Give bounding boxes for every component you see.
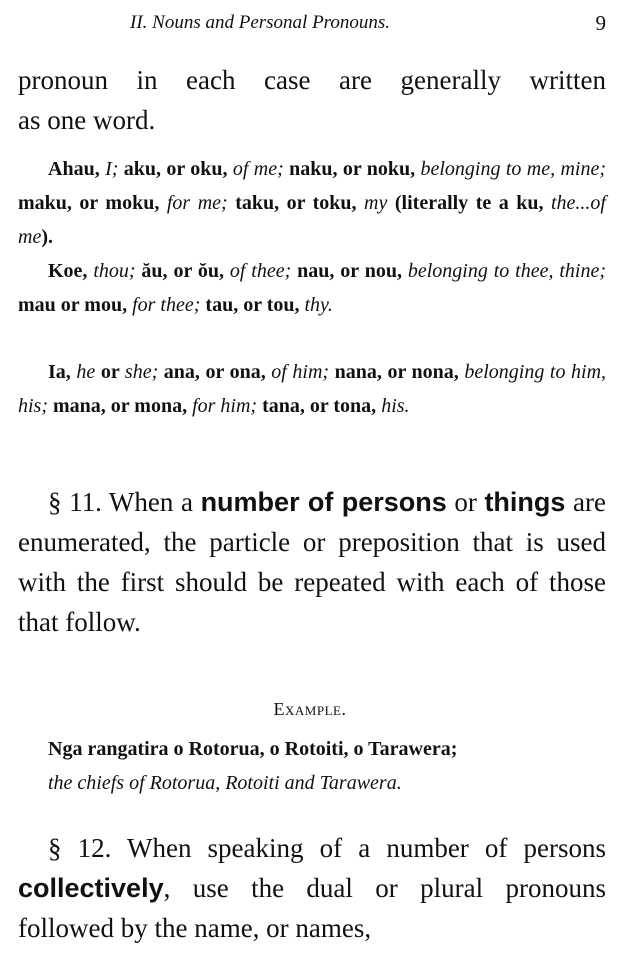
- text-run: naku, or noku,: [283, 158, 421, 180]
- pronoun-block-first-person: [18, 152, 606, 254]
- intro-line-1: pronoun in each case are generally written: [18, 65, 606, 95]
- section-11-paragraph: [18, 482, 606, 642]
- text-run: Ahau,: [48, 158, 106, 180]
- text-run: the...of me: [18, 192, 606, 248]
- text-run: nau, or nou,: [291, 260, 408, 282]
- chapter-title: II. Nouns and Personal Pronouns.: [130, 12, 391, 33]
- text-run: mana, or mona,: [48, 395, 193, 417]
- text-run: for me;: [166, 192, 228, 214]
- text-run: taku, or toku,: [227, 192, 365, 214]
- text-run: for thee;: [132, 294, 201, 316]
- section-12-paragraph: [18, 828, 606, 948]
- example-maori: Nga rangatira o Rotorua, o Rotoiti, o Tarawera;: [48, 738, 458, 760]
- text-run: of thee;: [229, 260, 292, 282]
- text-run: for him;: [192, 395, 258, 417]
- text-run: § 12. When speaking of a number of persons: [48, 833, 606, 863]
- text-run: belonging to me, mine;: [420, 158, 606, 180]
- text-run: his.: [381, 395, 410, 417]
- text-run: or: [446, 487, 485, 517]
- text-run: nana, or nona,: [329, 361, 465, 383]
- text-run: maku, or moku,: [18, 192, 167, 214]
- text-run: tau, or tou,: [200, 294, 305, 316]
- text-run: belonging to him, his;: [18, 361, 607, 417]
- text-run: are enumerated, the particle or preposition that is used with the first should be repeated with each of those that follow.: [18, 487, 606, 637]
- text-run: belonging to thee, thine;: [407, 260, 607, 282]
- example-heading: Example.: [273, 699, 347, 719]
- text-run: § 11. When a: [48, 487, 201, 517]
- text-run: of me;: [232, 158, 284, 180]
- text-run: Ia,: [48, 361, 77, 383]
- text-run: ana, or ona,: [158, 361, 272, 383]
- text-run: tana, or tona,: [257, 395, 382, 417]
- text-run: (literally te a ku,: [387, 192, 551, 214]
- example-english: the chiefs of Rotorua, Rotoiti and Tarawera.: [48, 772, 402, 794]
- text-run: number of persons: [200, 487, 447, 517]
- example-block: [18, 732, 606, 800]
- text-run: things: [484, 487, 566, 517]
- text-run: collectively: [18, 873, 164, 903]
- intro-paragraph: [18, 60, 606, 140]
- text-run: thy.: [304, 294, 333, 316]
- text-run: , use the dual or plural pronouns followed by the name, or names,: [18, 873, 606, 943]
- text-run: ).: [41, 226, 53, 248]
- text-run: she;: [124, 361, 159, 383]
- text-run: aku, or oku,: [118, 158, 233, 180]
- text-run: ău, or ŏu,: [135, 260, 230, 282]
- text-run: or: [95, 361, 125, 383]
- text-run: mau or mou,: [18, 294, 133, 316]
- text-run: my: [364, 192, 388, 214]
- intro-line-2: as one word.: [18, 105, 156, 135]
- text-run: of him;: [271, 361, 330, 383]
- pronoun-block-third-person: [18, 355, 606, 423]
- running-header: [0, 8, 620, 38]
- text-run: he: [76, 361, 96, 383]
- text-run: thou;: [93, 260, 136, 282]
- text-run: Koe,: [48, 260, 94, 282]
- pronoun-block-second-person: [18, 254, 606, 322]
- page-number: 9: [595, 11, 606, 35]
- text-run: I;: [105, 158, 119, 180]
